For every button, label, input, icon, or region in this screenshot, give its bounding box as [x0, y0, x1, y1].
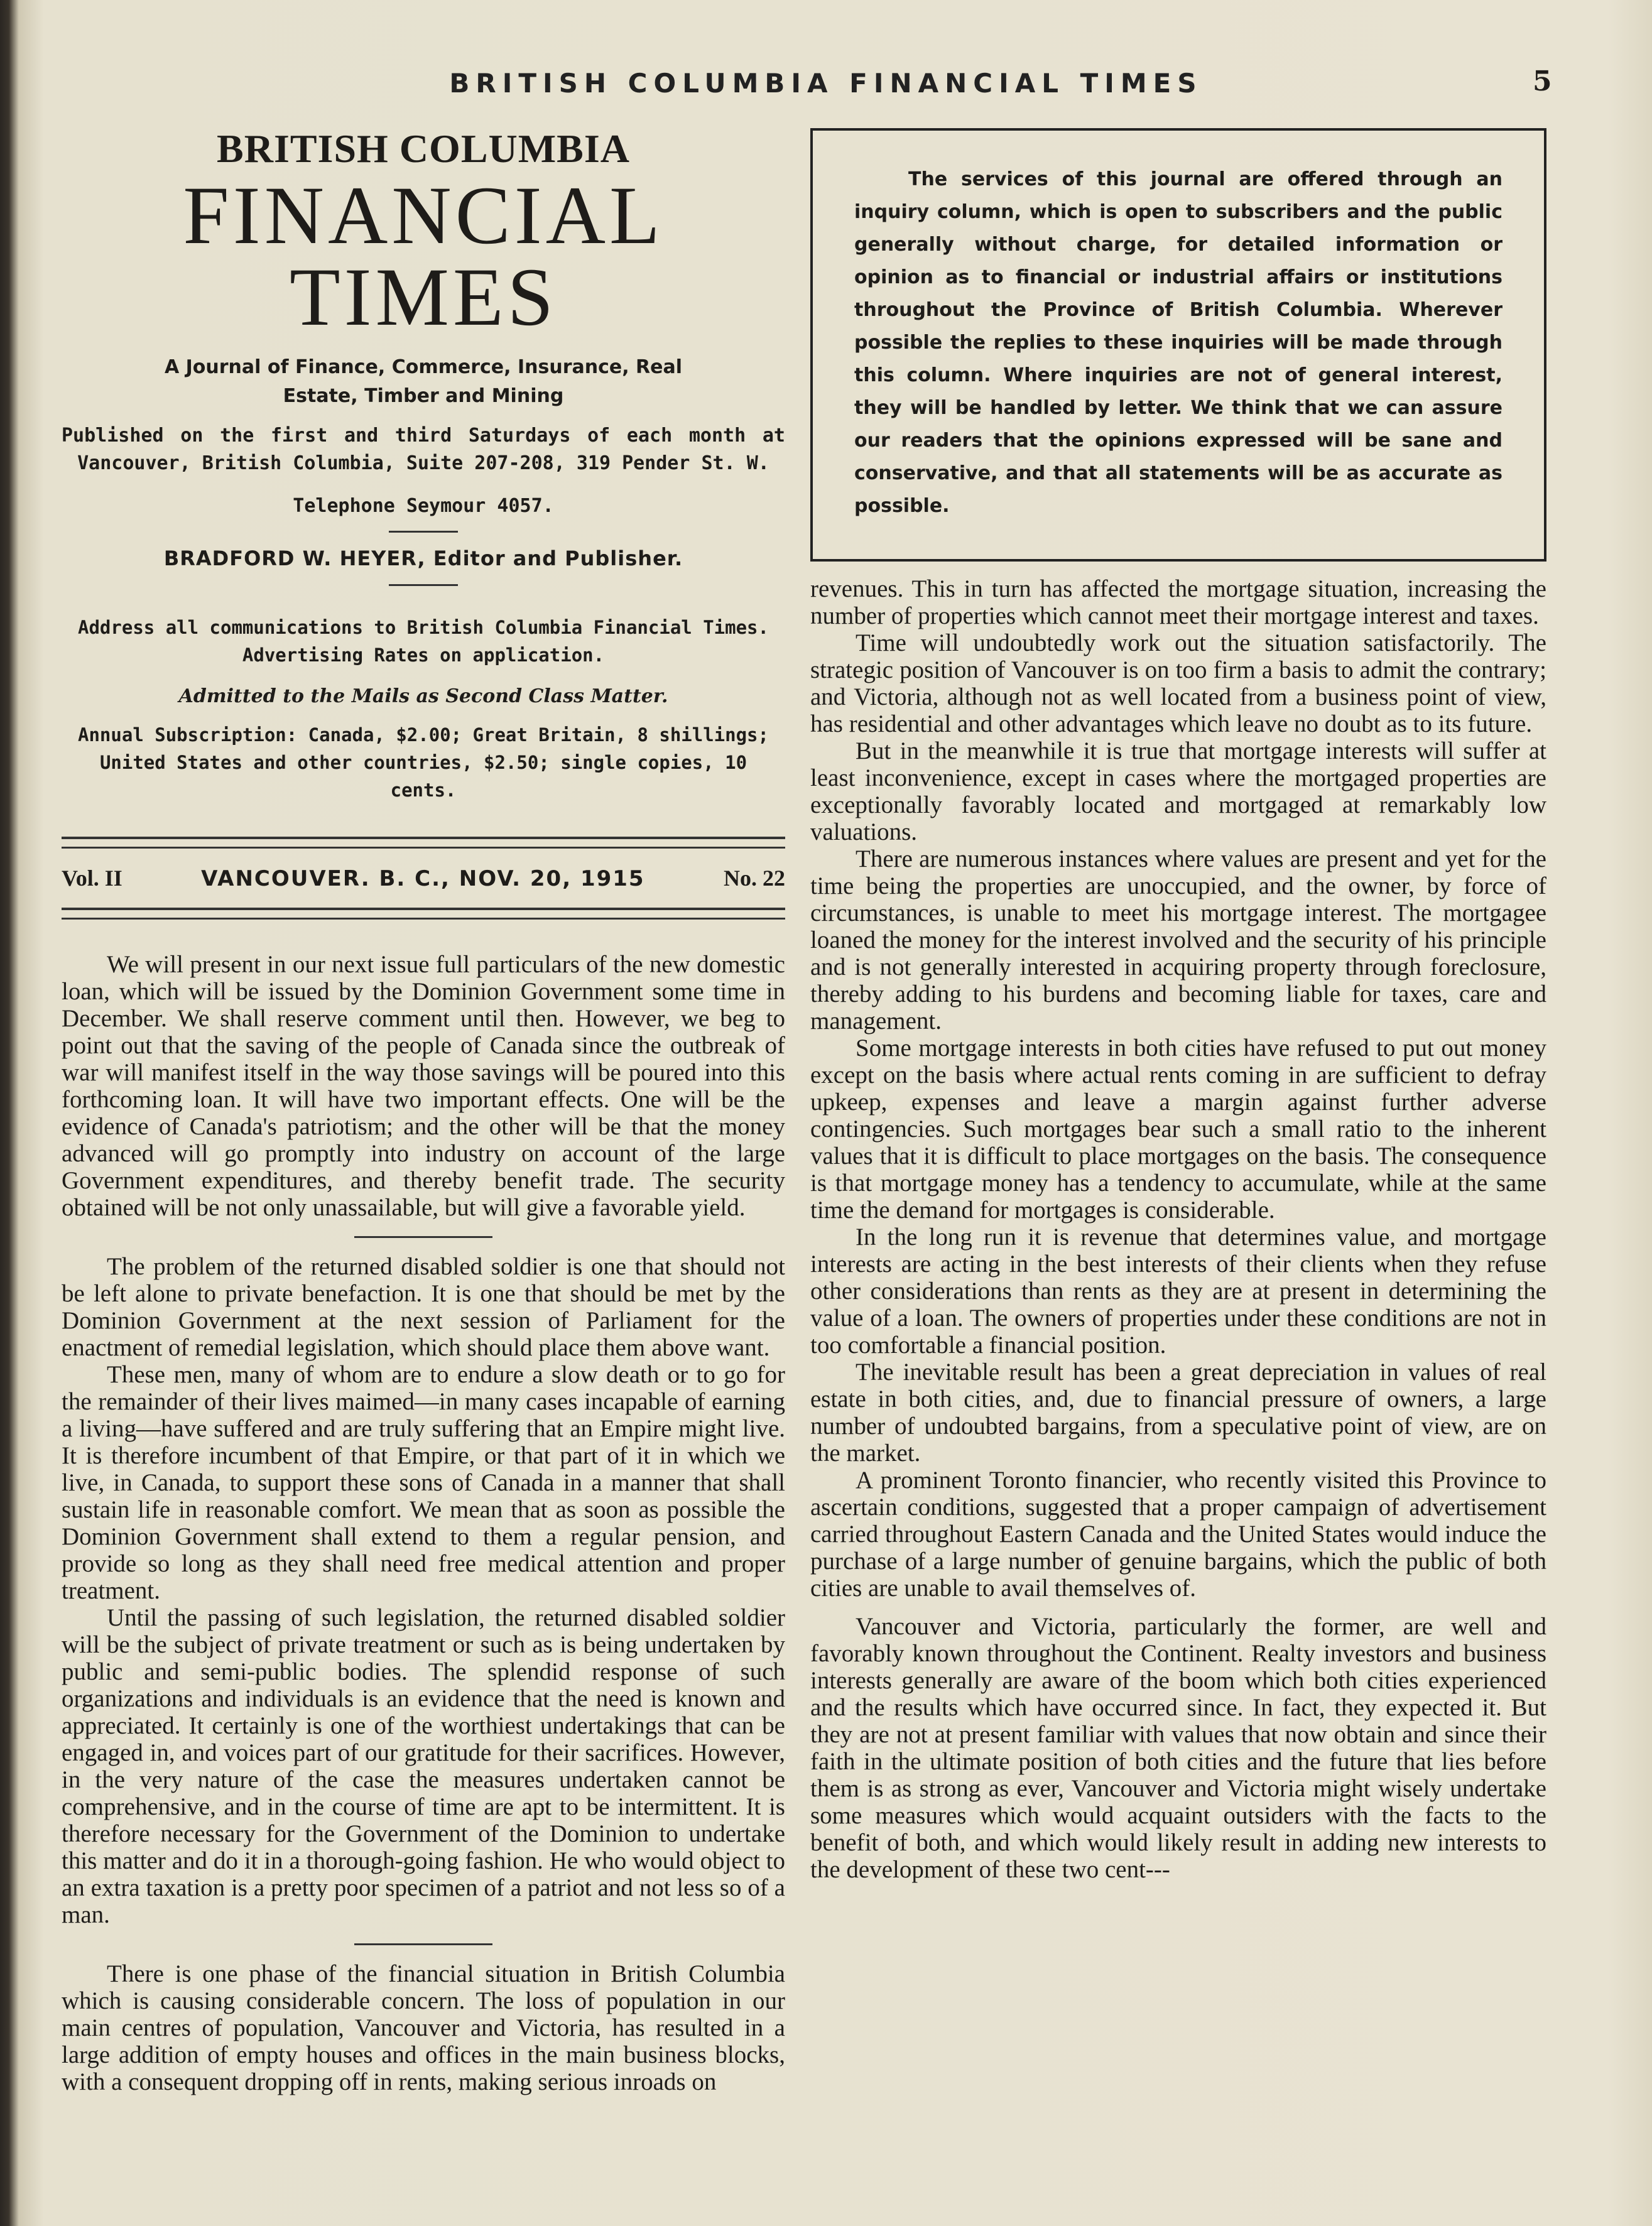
paragraph: The inevitable result has been a great depreciation in values of real estate in both cities, and, due to financial pressure of owners, a large number of undoubted bargains, from a speculative point of view, are on the market.: [810, 1359, 1546, 1467]
divider: [389, 584, 458, 586]
notice-box: [810, 128, 1546, 562]
subscription-line-2: United States and other countries, $2.50; single copies, 10 cents.: [99, 752, 747, 801]
double-rule: [62, 837, 785, 849]
paragraph: revenues. This in turn has affected the mortgage situation, increasing the number of properties which cannot meet their mortgage interest and taxes.: [810, 575, 1546, 629]
left-column: [62, 126, 785, 2095]
paragraph: A prominent Toronto financier, who recently visited this Province to ascertain conditions, suggested that a proper campaign of advertisement carried throughout Eastern Canada and the United States would induce the purchase of a large number of genuine bargains, which the public of both cities are unable to avail themselves of.: [810, 1467, 1546, 1602]
running-head: BRITISH COLUMBIA FINANCIAL TIMES: [449, 68, 1203, 99]
paragraph: Until the passing of such legislation, the returned disabled soldier will be the subject of private treatment or such as is being undertaken by public and semi-public bodies. The splendid response of such organizations and individuals is an evidence that the need is known and appreciated. It certainly is one of the worthiest undertakings that can be engaged in, and voices part of our gratitude for their sacrifices. However, in the very nature of the case the measures undertaken cannot be comprehensive, and in the course of time are apt to be intermittent. It is therefore necessary for the Government of the Dominion to undertake this matter and do it in a thorough-going fashion. He who would object to an extra taxation is a pretty poor specimen of a patriot and not less so of a man.: [62, 1604, 785, 1928]
masthead-subtitle: [62, 353, 785, 411]
section-separator: [354, 1943, 492, 1945]
published-line-2: Vancouver, British Columbia, Suite 207-208, 319 Pender St. W.: [77, 452, 769, 474]
volume: Vol. II: [62, 866, 122, 891]
place-date: VANCOUVER. B. C., NOV. 20, 1915: [201, 866, 645, 891]
paragraph: These men, many of whom are to endure a slow death or to go for the remainder of their lives maimed—in many cases incapable of earning a living—have suffered and are truly suffering that an Empire might live. It is therefore incumbent of that Empire, or that part of it in which we live, in Canada, to support these sons of Canada in a manner that shall sustain life in reasonable comfort. We mean that as soon as possible the Dominion Government shall extend to them a regular pension, and provide so long as they shall need free medical attention and proper treatment.: [62, 1361, 785, 1604]
subscription-info: [62, 721, 785, 804]
page-number: 5: [1533, 65, 1552, 97]
right-column: [810, 128, 1546, 1883]
issue-number: No. 22: [724, 866, 785, 891]
subtitle-line-1: A Journal of Finance, Commerce, Insurance, Real: [164, 356, 683, 378]
double-rule: [62, 908, 785, 920]
published-line-1: Published on the first and third Saturdays of each month at: [62, 425, 785, 447]
masthead-top: BRITISH COLUMBIA: [217, 126, 630, 171]
subscription-line-1: Annual Subscription: Canada, $2.00; Great Britain, 8 shillings;: [78, 724, 769, 746]
paragraph: The problem of the returned disabled soldier is one that should not be left alone to private benefaction. It is one that should be met by the Dominion Government at the next session of Parliament for the enactment of remedial legislation, which should place them above want.: [62, 1253, 785, 1361]
paragraph: There is one phase of the financial situation in British Columbia which is causing considerable concern. The loss of population in our main centres of population, Vancouver and Victoria, has resulted in a large addition of empty houses and offices in the main business blocks, with a consequent dropping off in rents, making serious inroads on: [62, 1960, 785, 2095]
notice-text: The services of this journal are offered through an inquiry column, which is open to subscribers and the public generally without charge, for detailed information or opinion as to financial or industrial affairs or institutions throughout the Province of British Columbia. Wherever possible the replies to these inquiries will be made through this column. Where inquiries are not of general interest, they will be handled by letter. We think that we can assure our readers that the opinions expressed will be sane and conservative, and that all statements will be as accurate as possible.: [854, 168, 1503, 517]
address-info: [62, 614, 785, 669]
paragraph: Time will undoubtedly work out the situation satisfactorily. The strategic position of Vancouver is on too firm a basis to admit the contrary; and Victoria, although not as well located from a business point of view, has residential and other advantages which leave no doubt as to its future.: [810, 629, 1546, 737]
divider: [389, 531, 458, 533]
subtitle-line-2: Estate, Timber and Mining: [283, 385, 564, 407]
second-class-notice: Admitted to the Mails as Second Class Matter.: [178, 685, 668, 707]
publication-info: [62, 422, 785, 477]
left-article-text: [62, 951, 785, 2095]
paragraph: In the long run it is revenue that determines value, and mortgage interests are acting in the best interests of their clients when they refuse other considerations than rents as they are at present in determining the value of a loan. The owners of properties under these conditions are not in too comfortable a financial position.: [810, 1224, 1546, 1359]
paragraph: But in the meanwhile it is true that mortgage interests will suffer at least inconvenience, except in cases where the mortgaged properties are exceptionally favorably located and mortgaged at remarkably low valuations.: [810, 737, 1546, 845]
address-line: Address all communications to British Columbia Financial Times.: [78, 617, 769, 638]
right-article-text: [810, 575, 1546, 1883]
advertising-line: Advertising Rates on application.: [242, 644, 605, 666]
paragraph: Vancouver and Victoria, particularly the former, are well and favorably known throughout the Continent. Realty investors and business interests generally are aware of the boom which both cities experienced and the results which have occurred since. In fact, they expected it. But they are not at present familiar with values that now obtain and since their faith in the ultimate position of both cities and the future that lies before them is as strong as ever, Vancouver and Victoria might wisely undertake some measures which would acquaint outsiders with the facts to the benefit of both, and which would likely result in adding new interests to the development of these two cent---: [810, 1613, 1546, 1883]
paragraph: We will present in our next issue full particulars of the new domestic loan, which will be issued by the Dominion Government some time in December. We shall reserve comment until then. However, we beg to point out that the saving of the people of Canada since the outbreak of war will manifest itself in the way those savings will be poured into this forthcoming loan. It will have two important effects. One will be the evidence of Canada's patriotism; and the other will be that the money advanced will go promptly into industry on account of the large Government expenditures, and thereby benefit trade. The security obtained will be not only unassailable, but will give a favorable yield.: [62, 951, 785, 1221]
paragraph: There are numerous instances where values are present and yet for the time being the properties are unoccupied, and the owner, by force of circumstances, is unable to meet his mortgage interest. The mortgagee loaned the money for the interest involved and the security of his principle and is not generally interested in acquiring property through foreclosure, thereby adding to his burdens and becoming liable for taxes, care and management.: [810, 845, 1546, 1034]
section-separator: [354, 1236, 492, 1238]
editor-line: BRADFORD W. HEYER, Editor and Publisher.: [163, 546, 683, 570]
telephone: Telephone Seymour 4057.: [293, 495, 554, 517]
paragraph: Some mortgage interests in both cities have refused to put out money except on the basis where actual rents coming in are sufficient to defray upkeep, expenses and leave a margin against further adverse contingencies. Such mortgages bear such a small ratio to the inherent values that it is difficult to place mortgages on the basis. The consequence is that mortgage money has a tendency to accumulate, while at the same time the demand for mortgages is considerable.: [810, 1034, 1546, 1224]
masthead-title: FINANCIAL TIMES: [183, 169, 664, 343]
dateline: [62, 849, 785, 908]
